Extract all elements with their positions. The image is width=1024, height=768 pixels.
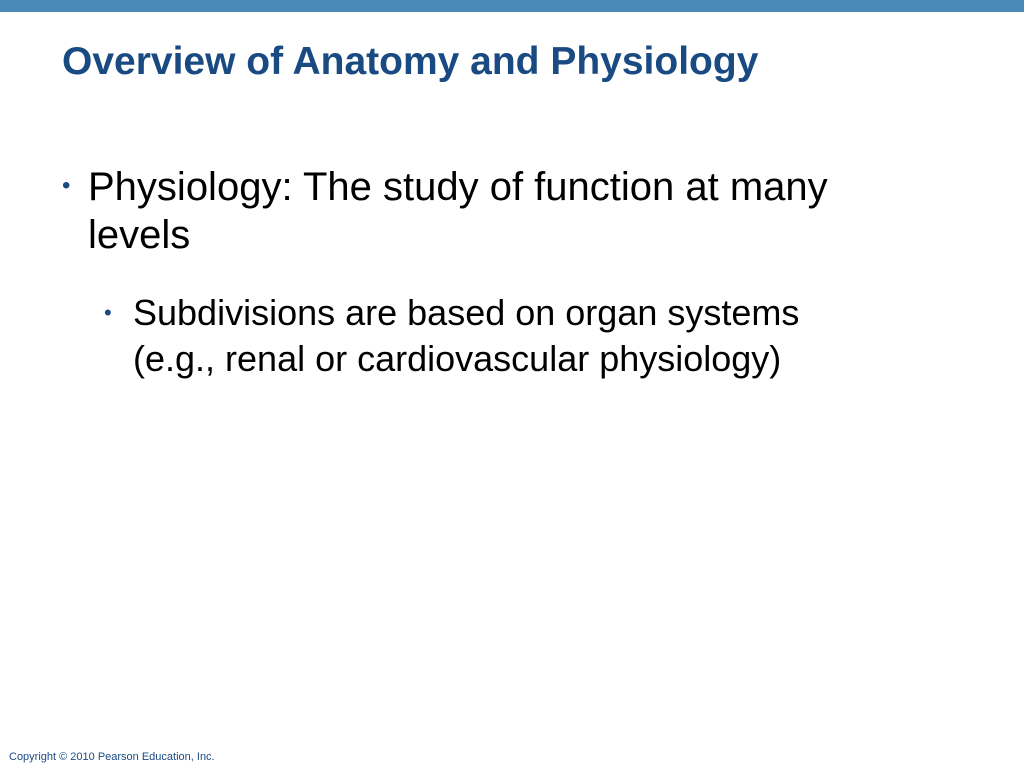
bullet-level-1 <box>62 163 902 259</box>
bullet-text-line: levels <box>88 213 191 257</box>
slide-title: Overview of Anatomy and Physiology <box>62 40 759 83</box>
bullet-marker: • <box>62 172 71 199</box>
bullet-text-line: (e.g., renal or cardiovascular physiology) <box>133 338 782 379</box>
bullet-text-line: Physiology: The study of function at many <box>88 165 828 209</box>
bullet-marker: • <box>104 300 112 325</box>
bullet-level-2 <box>104 290 904 382</box>
bullet-text <box>88 163 828 259</box>
bullet-text-line: Subdivisions are based on organ systems <box>133 292 800 333</box>
copyright-footer: Copyright © 2010 Pearson Education, Inc. <box>9 751 215 763</box>
top-accent-bar <box>0 0 1024 12</box>
bullet-text <box>133 290 799 382</box>
